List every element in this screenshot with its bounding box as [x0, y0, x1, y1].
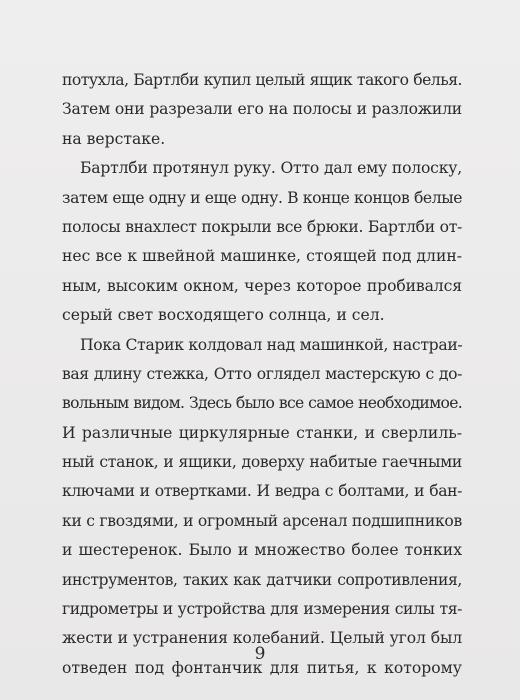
text-line: вая длину стежка, Отто оглядел мастерскую с до-: [62, 364, 462, 383]
text-line: жести и устранения колебаний. Целый угол был: [62, 629, 463, 648]
text-line: Пока Старик колдовал над машинкой, настраи-: [80, 335, 463, 354]
text-line: полосы внахлест покрыли все брюки. Бартлби от-: [62, 217, 462, 236]
text-line: Затем они разрезали его на полосы и разложили: [62, 100, 462, 119]
text-line: ным, высоким окном, через которое пробивался: [62, 276, 462, 295]
text-line: Бартлби протянул руку. Отто дал ему полоску,: [80, 159, 462, 178]
text-line: ный станок, и ящики, доверху набитые гаечными: [62, 453, 462, 472]
body-text: [62, 66, 462, 683]
text-line: гидрометры и устройства для измерения силы тя-: [62, 600, 462, 619]
text-line: ключами и отвертками. И ведра с болтами, и бан-: [62, 482, 462, 501]
text-line: инструментов, таких как датчики сопротивления,: [62, 570, 462, 589]
text-line: ки с гвоздями, и огромный арсенал подшипников: [62, 511, 462, 530]
text-line: затем еще одну и еще одну. В конце концов белые: [62, 188, 463, 207]
text-line: вольным видом. Здесь было все самое необходимое.: [62, 394, 462, 413]
text-line: И различные циркулярные станки, и сверлиль-: [62, 423, 462, 442]
text-line: серый свет восходящего солнца, и сел.: [62, 306, 385, 325]
text-line: на верстаке.: [62, 129, 166, 148]
text-line: потухла, Бартлби купил целый ящик такого белья.: [62, 71, 462, 89]
page-number: 9: [254, 644, 266, 664]
text-line: и шестеренок. Было и множество более тонких: [62, 541, 462, 560]
text-line: отведен под фонтанчик для питья, к которому: [62, 658, 462, 677]
text-line: нес все к швейной машинке, стоящей под длин-: [62, 247, 462, 266]
